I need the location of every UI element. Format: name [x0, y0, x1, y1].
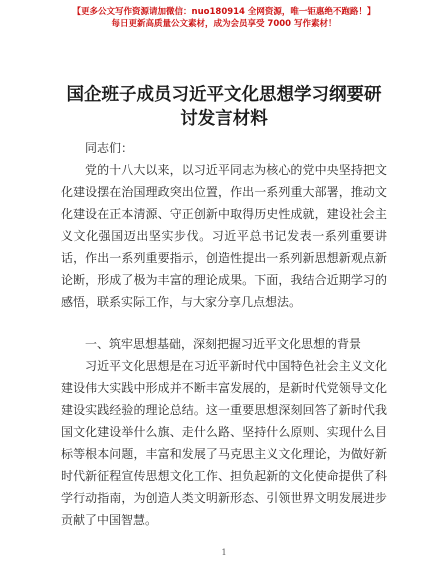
greeting — [61, 137, 387, 159]
paragraph-1 — [61, 159, 387, 313]
section-heading-1: 一、筑牢思想基础，深刻把握习近平文化思想的背景 — [85, 337, 362, 351]
promo-banner — [0, 6, 448, 30]
paragraph-1-text: 党的十八大以来，以习近平同志为核心的党中央坚持把文化建设摆在治国理政突出位置，作出一系列重大部署，推动文化建设在正本清源、守正创新中取得历史性成就，建设社会主义文化强国迈出坚实步伐。习近平总书记发表一系列重要讲话，作出一系列重要指示，创造性提出一系列新思想新观点新论断，形成了极为丰富的理论成果。下面，我结合近期学习的感悟，联系实际工作，与大家分享几点想法。 — [61, 163, 387, 309]
paragraph-2 — [61, 355, 387, 531]
greeting-text: 同志们： — [85, 141, 134, 155]
document-title: 国企班子成员习近平文化思想学习纲要研讨发言材料 — [66, 85, 382, 129]
promo-banner-line-1: 【更多公文写作资源请加微信：nuo180914 全网资源，唯一钜惠绝不跑路！】 — [72, 7, 376, 17]
page-number: 1 — [221, 548, 227, 557]
paragraph-2-text: 习近平文化思想是在习近平新时代中国特色社会主义文化建设伟大实践中形成并不断丰富发展的，是新时代党领导文化建设实践经验的理论总结。这一重要思想深刻回答了新时代我国文化建设举什么旗、走什么路、坚持什么原则、实现什么目标等根本问题，丰富和发展了马克思主义文化理论，为做好新时代新征程宣传思想文化工作、担负起新的文化使命提供了科学行动指南，为创造人类文明新形态、引领世界文明发展进步贡献了中国智慧。 — [61, 359, 387, 527]
promo-banner-line-2: 每日更新高质量公文素材，成为会员享受 7000 写作素材！ — [111, 19, 337, 29]
